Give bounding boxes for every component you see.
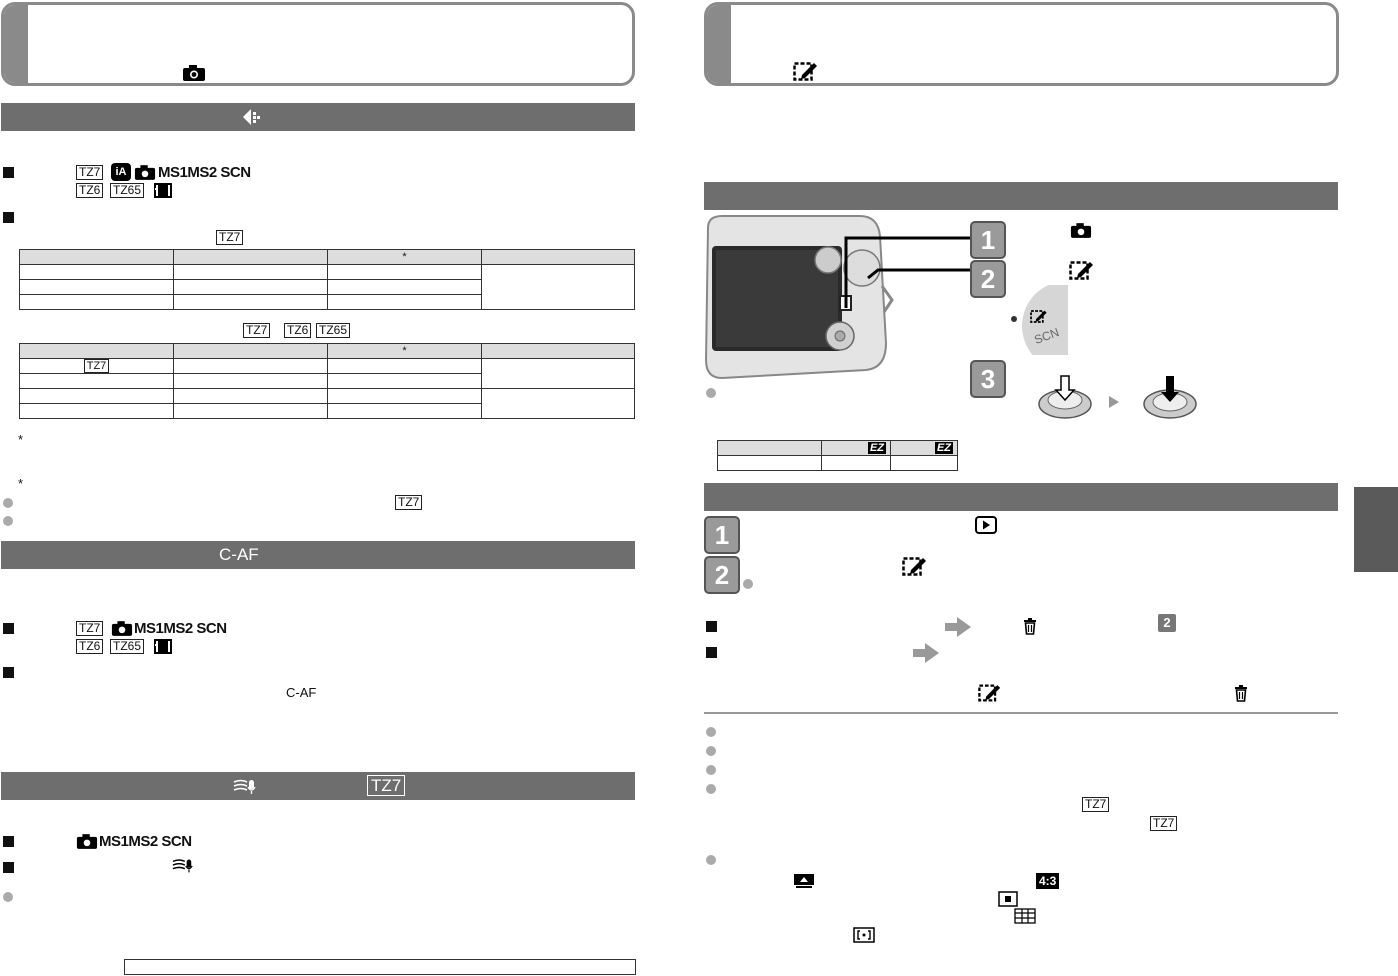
side-chapter-tab xyxy=(1354,487,1398,572)
section-bar-af-assist xyxy=(1,103,635,131)
note-dot xyxy=(706,855,716,865)
model-badge-tz65: TZ65 xyxy=(110,639,144,654)
camera-icon xyxy=(182,64,206,82)
dial-scn: SCN xyxy=(1032,325,1061,347)
model-badge-tz6: TZ6 xyxy=(76,183,103,198)
trash-icon xyxy=(1234,685,1248,702)
model-badge-tz7: TZ7 xyxy=(1082,797,1109,812)
camera-icon xyxy=(1070,222,1092,239)
bullet xyxy=(3,667,14,678)
empty-field-box xyxy=(124,959,636,975)
bullet xyxy=(3,623,14,634)
caf-label: C-AF xyxy=(286,685,317,700)
footnote-star: * xyxy=(328,250,482,265)
bullet xyxy=(3,862,14,873)
mode-list: MS1MS2 SCN xyxy=(99,833,192,850)
step-1: 1 xyxy=(970,221,1006,259)
footnote-star: * xyxy=(18,432,24,447)
clipboard-icon xyxy=(902,556,928,577)
clipboard-icon xyxy=(978,683,1002,703)
model-badge-tz7: TZ7 xyxy=(367,775,405,796)
step-2: 2 xyxy=(970,260,1006,298)
camera-icon xyxy=(111,620,133,637)
header-strip xyxy=(707,5,731,83)
note-dot xyxy=(3,892,13,902)
bullet xyxy=(3,836,14,847)
movie-icon xyxy=(154,639,172,654)
note-dot xyxy=(3,498,13,508)
play-button-icon xyxy=(975,516,997,534)
metering-center-icon xyxy=(853,927,875,943)
model-badge-tz6: TZ6 xyxy=(76,639,103,654)
model-badge-tz65: TZ65 xyxy=(316,323,350,338)
arrow-right-icon xyxy=(925,643,939,663)
step-1: 1 xyxy=(704,516,740,554)
mode-dial xyxy=(1022,285,1068,355)
model-badge-tz7: TZ7 xyxy=(216,230,243,245)
note-dot xyxy=(706,746,716,756)
shutter-full-press-icon xyxy=(1141,374,1199,420)
caf-title: C-AF xyxy=(219,545,259,564)
af-multi-area-icon xyxy=(1014,908,1036,924)
ia-icon: iA xyxy=(111,163,131,181)
section-bar-clipboard-record xyxy=(704,182,1338,210)
arrow-right-icon xyxy=(957,617,971,637)
wind-mic-icon xyxy=(172,857,194,874)
note-dot xyxy=(706,727,716,737)
model-badge-tz7: TZ7 xyxy=(243,323,270,338)
header-strip xyxy=(4,5,28,83)
metering-spot-icon xyxy=(998,891,1018,907)
callout-lines xyxy=(838,230,978,310)
model-badge-tz7: TZ7 xyxy=(1150,816,1177,831)
clipboard-icon xyxy=(793,61,819,82)
section-bar-clipboard-view xyxy=(704,483,1338,511)
aspect-ratio-icon: 4:3 xyxy=(1036,873,1059,889)
mode-list: MS1MS2 SCN xyxy=(158,164,251,181)
af-assist-icon xyxy=(241,108,263,126)
camera-icon xyxy=(76,833,98,850)
af-table-2 xyxy=(19,343,635,419)
note-dot xyxy=(706,784,716,794)
bullet xyxy=(706,621,717,632)
footnote-star: * xyxy=(18,476,24,491)
model-badge-tz7: TZ7 xyxy=(84,359,110,373)
note-dot xyxy=(706,388,716,398)
picture-size-icon xyxy=(793,873,815,889)
note-dot xyxy=(706,765,716,775)
bullet xyxy=(3,212,14,223)
af-table-1 xyxy=(19,249,635,310)
ez-icon: EZ xyxy=(869,442,884,454)
movie-icon xyxy=(154,183,172,198)
header-box-left xyxy=(1,2,635,86)
step-3: 3 xyxy=(970,360,1006,398)
section-bar-caf xyxy=(1,541,635,569)
trash-icon xyxy=(1023,618,1037,635)
camera-icon xyxy=(134,164,156,181)
header-box-right xyxy=(704,2,1339,86)
ez-icon: EZ xyxy=(936,442,951,454)
model-badge-tz7: TZ7 xyxy=(395,495,422,510)
grid-number-badge: 2 xyxy=(1158,614,1176,632)
zoom-table xyxy=(717,440,958,471)
footnote-star: * xyxy=(328,344,482,359)
model-badge-tz65: TZ65 xyxy=(110,183,144,198)
model-badge-tz7: TZ7 xyxy=(76,165,103,180)
wind-mic-icon xyxy=(233,778,257,795)
step-2: 2 xyxy=(704,556,740,594)
divider xyxy=(704,712,1338,714)
arrow-right-icon xyxy=(1108,395,1120,409)
bullet xyxy=(3,167,14,178)
section-bar-wind-cut xyxy=(1,772,635,800)
model-badge-tz6: TZ6 xyxy=(284,323,311,338)
bullet xyxy=(706,647,717,658)
dial-pointer-dot xyxy=(1011,316,1017,322)
mode-list: MS1MS2 SCN xyxy=(134,620,227,637)
clipboard-icon xyxy=(1030,309,1048,324)
shutter-half-press-icon xyxy=(1036,374,1094,420)
model-badge-tz7: TZ7 xyxy=(76,621,103,636)
note-dot xyxy=(743,579,753,589)
note-dot xyxy=(3,516,13,526)
clipboard-icon xyxy=(1069,260,1095,281)
